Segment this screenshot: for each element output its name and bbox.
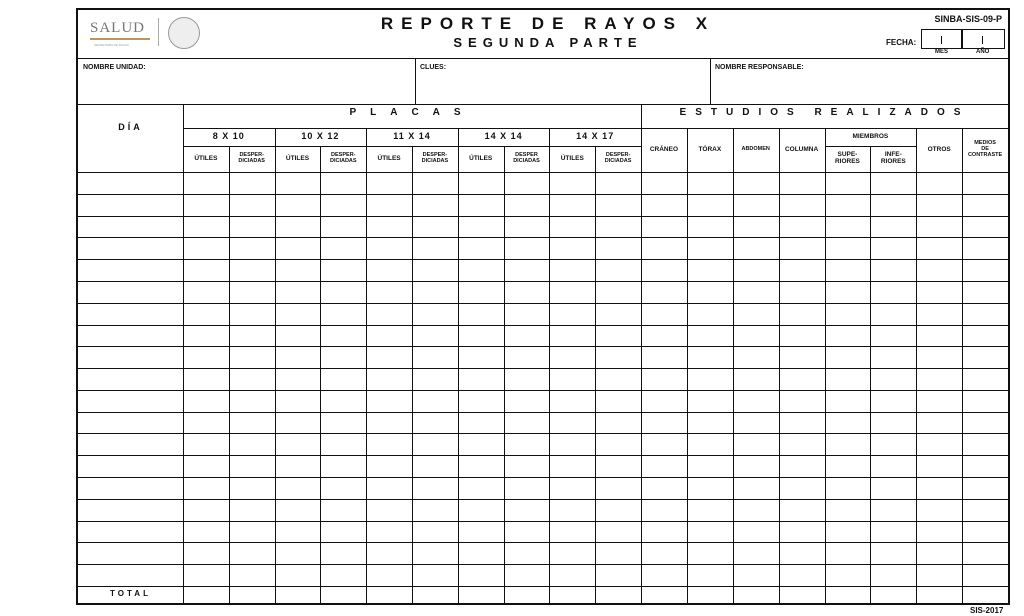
table-row[interactable] bbox=[78, 477, 1008, 499]
table-row[interactable] bbox=[78, 259, 1008, 281]
table-row[interactable] bbox=[78, 281, 1008, 303]
total-label: TOTAL bbox=[110, 589, 151, 599]
wasted-header: DESPER- DICIADAS bbox=[604, 152, 632, 164]
form-code: SINBA-SIS-09-P bbox=[934, 14, 1002, 24]
date-label: FECHA: bbox=[886, 38, 917, 47]
useful-header: ÚTILES bbox=[469, 154, 493, 162]
logo-subtext: SECRETARÍA DE SALUD bbox=[94, 43, 129, 47]
plate-size-4: 14 X 14 bbox=[484, 131, 523, 142]
table-row[interactable] bbox=[78, 325, 1008, 347]
table-row[interactable] bbox=[78, 237, 1008, 259]
date-year-field[interactable] bbox=[961, 29, 1005, 49]
plate-size-5: 14 X 17 bbox=[576, 131, 615, 142]
date-month-field[interactable] bbox=[921, 29, 963, 49]
useful-header: ÚTILES bbox=[194, 154, 218, 162]
study-header-others: OTROS bbox=[927, 145, 951, 153]
table-row[interactable] bbox=[78, 521, 1008, 543]
studies-header: ESTUDIOS REALIZADOS bbox=[679, 106, 970, 118]
table-row[interactable] bbox=[78, 172, 1008, 194]
report-subtitle: SEGUNDA PARTE bbox=[453, 35, 643, 50]
logo-salud-text: SALUD bbox=[90, 20, 146, 36]
study-header-contrast: MEDIOS DE CONTRASTE bbox=[967, 140, 1003, 158]
limbs-header: MIEMBROS bbox=[852, 132, 889, 140]
plates-header: PLACAS bbox=[349, 106, 475, 118]
useful-header: ÚTILES bbox=[377, 154, 401, 162]
study-header-abdomen: ABDOMEN bbox=[741, 146, 770, 153]
wasted-header: DESPER- DICIADAS bbox=[238, 152, 265, 164]
date-separator bbox=[982, 36, 983, 44]
total-row[interactable] bbox=[183, 586, 1008, 603]
report-title: REPORTE DE RAYOS X bbox=[380, 14, 716, 33]
limbs-header-line bbox=[825, 146, 917, 147]
footer-code: SIS-2017 bbox=[970, 606, 1004, 615]
table-row[interactable] bbox=[78, 216, 1008, 238]
plate-size-1: 8 X 10 bbox=[212, 131, 245, 142]
table-row[interactable] bbox=[78, 303, 1008, 325]
form-frame bbox=[76, 8, 1010, 605]
plate-size-3: 11 X 14 bbox=[393, 131, 431, 142]
table-row[interactable] bbox=[78, 564, 1008, 586]
table-row[interactable] bbox=[78, 368, 1008, 390]
clues-label: CLUES: bbox=[420, 64, 447, 71]
date-separator bbox=[941, 36, 942, 44]
report-table bbox=[78, 104, 1008, 603]
day-header: DÍA bbox=[118, 122, 143, 133]
useful-header: ÚTILES bbox=[285, 154, 310, 162]
plate-size-2: 10 X 12 bbox=[301, 131, 340, 142]
study-header-skull: CRÁNEO bbox=[649, 145, 679, 153]
study-header-spine: COLUMNA bbox=[784, 145, 819, 153]
table-row[interactable] bbox=[78, 194, 1008, 216]
wasted-header: DESPER DICIADAS bbox=[513, 152, 540, 164]
table-row[interactable] bbox=[78, 499, 1008, 521]
wasted-header: DESPER- DICIADAS bbox=[421, 152, 449, 164]
date-year-label: AÑO bbox=[976, 49, 990, 55]
unit-name-label: NOMBRE UNIDAD: bbox=[83, 64, 146, 71]
study-header-lower: INFE- RIORES bbox=[880, 151, 906, 165]
clues-field[interactable] bbox=[416, 59, 710, 103]
unit-name-field[interactable] bbox=[79, 59, 415, 103]
wasted-header: DESPER- DICIADAS bbox=[329, 152, 357, 164]
study-header-thorax: TÓRAX bbox=[698, 145, 722, 153]
table-row[interactable] bbox=[78, 412, 1008, 434]
responsible-name-field[interactable] bbox=[711, 59, 1008, 103]
table-row[interactable] bbox=[78, 455, 1008, 477]
table-row[interactable] bbox=[78, 542, 1008, 564]
table-row[interactable] bbox=[78, 433, 1008, 455]
responsible-name-label: NOMBRE RESPONSABLE: bbox=[715, 64, 804, 71]
useful-header: ÚTILES bbox=[560, 154, 584, 162]
table-row[interactable] bbox=[78, 346, 1008, 368]
date-month-label: MES bbox=[935, 49, 949, 55]
table-row[interactable] bbox=[78, 390, 1008, 412]
study-header-upper: SUPE- RIORES bbox=[834, 151, 860, 165]
